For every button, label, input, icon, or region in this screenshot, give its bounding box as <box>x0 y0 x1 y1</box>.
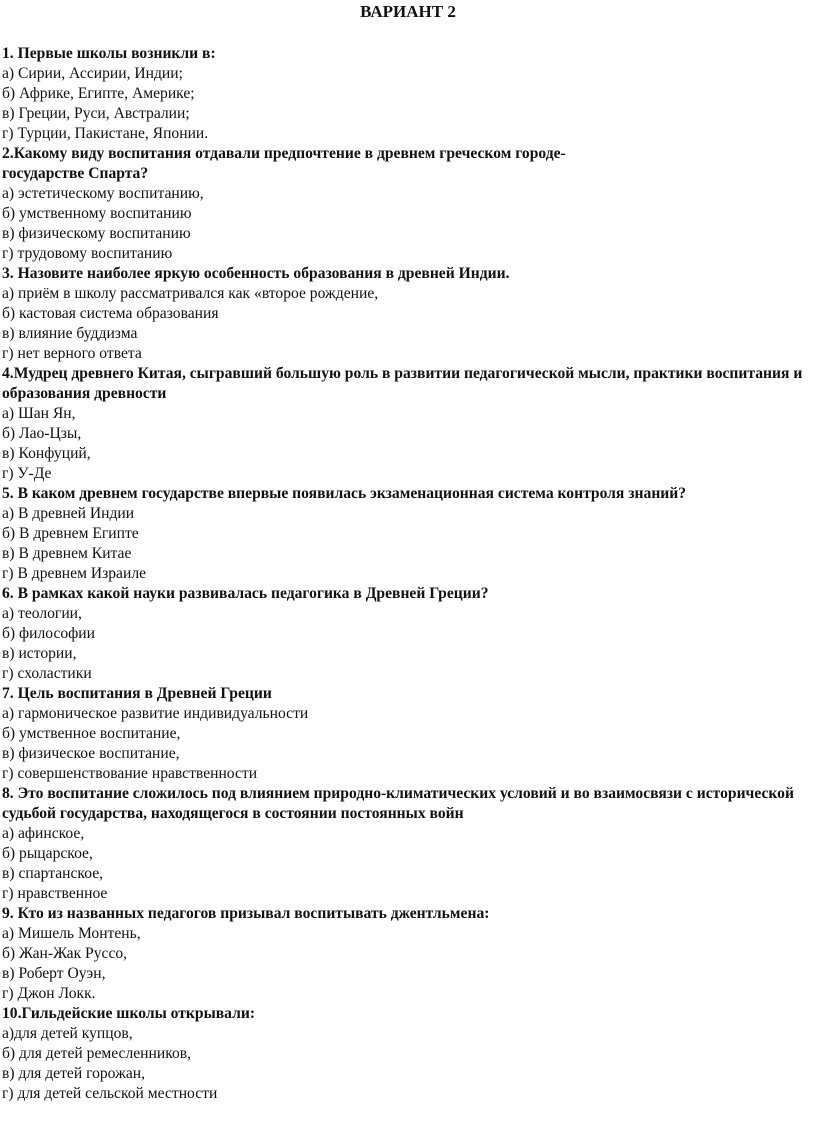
answer-option: г) схоластики <box>2 665 92 682</box>
answer-option: б) Африке, Египте, Америке; <box>2 85 195 102</box>
document-title: ВАРИАНТ 2 <box>360 2 456 21</box>
question-block <box>2 584 808 684</box>
answer-option: г) для детей сельской местности <box>2 1085 218 1102</box>
answer-option: б) кастовая система образования <box>2 305 219 322</box>
answer-option: а) афинское, <box>2 825 85 842</box>
answer-option: б) Лао-Цзы, <box>2 425 82 442</box>
answer-option: а) Шан Ян, <box>2 405 76 422</box>
answer-option: б) философии <box>2 625 95 642</box>
answer-option: в) влияние буддизма <box>2 325 138 342</box>
answer-option: б) умственное воспитание, <box>2 725 181 742</box>
answer-option: г) нет верного ответа <box>2 345 142 362</box>
answer-option: г) Турции, Пакистане, Японии. <box>2 125 209 142</box>
answer-option: а) Сирии, Ассирии, Индии; <box>2 65 183 82</box>
question-block <box>2 684 808 784</box>
answer-option: а) гармоническое развитие индивидуальности <box>2 705 309 722</box>
answer-option: в) физическое воспитание, <box>2 745 180 762</box>
question-text: 2.Какому виду воспитания отдавали предпочтение в древнем греческом городе-государстве Спарта? <box>2 145 566 182</box>
answer-option: а) эстетическому воспитанию, <box>2 185 204 202</box>
question-block <box>2 1004 808 1104</box>
answer-option: в) истории, <box>2 645 77 662</box>
question-block <box>2 784 808 904</box>
question-block <box>2 264 808 364</box>
question-text: 1. Первые школы возникли в: <box>2 45 216 62</box>
answer-option: б) умственному воспитанию <box>2 205 192 222</box>
answer-option: а) теологии, <box>2 605 82 622</box>
question-text: 10.Гильдейские школы открывали: <box>2 1005 256 1022</box>
answer-option: б) рыцарское, <box>2 845 93 862</box>
question-text: 3. Назовите наиболее яркую особенность образования в древней Индии. <box>2 265 510 282</box>
answer-option: г) У-Де <box>2 465 52 482</box>
question-text: 6. В рамках какой науки развивалась педагогика в Древней Греции? <box>2 585 489 602</box>
answer-option: г) Джон Локк. <box>2 985 96 1002</box>
question-text: 8. Это воспитание сложилось под влиянием природно-климатических условий и во взаимосвязи с исторической судьбой государства, находящегося в состоянии постоянных войн <box>2 785 794 822</box>
question-text: 4.Мудрец древнего Китая, сыгравший большую роль в развитии педагогической мысли, практики воспитания и образования древности <box>2 365 803 402</box>
question-text: 5. В каком древнем государстве впервые появилась экзаменационная система контроля знаний? <box>2 485 687 502</box>
question-block <box>2 44 808 144</box>
question-block <box>2 144 808 264</box>
answer-option: а)для детей купцов, <box>2 1025 133 1042</box>
answer-option: б) В древнем Египте <box>2 525 139 542</box>
answer-option: г) В древнем Израиле <box>2 565 147 582</box>
answer-option: в) В древнем Китае <box>2 545 132 562</box>
answer-option: а) приём в школу рассматривался как «второе рождение, <box>2 285 379 302</box>
answer-option: в) Роберт Оуэн, <box>2 965 106 982</box>
question-list <box>2 44 808 1104</box>
answer-option: г) трудовому воспитанию <box>2 245 173 262</box>
answer-option: в) для детей горожан, <box>2 1065 146 1082</box>
answer-option: в) спартанское, <box>2 865 104 882</box>
answer-option: б) Жан-Жак Руссо, <box>2 945 128 962</box>
answer-option: б) для детей ремесленников, <box>2 1045 192 1062</box>
question-text: 9. Кто из названных педагогов призывал воспитывать джентльмена: <box>2 905 490 922</box>
answer-option: в) Греции, Руси, Австралии; <box>2 105 190 122</box>
answer-option: г) совершенствование нравственности <box>2 765 258 782</box>
answer-option: а) В древней Индии <box>2 505 135 522</box>
question-block <box>2 364 808 484</box>
answer-option: в) Конфуций, <box>2 445 91 462</box>
answer-option: а) Мишель Монтень, <box>2 925 141 942</box>
question-block <box>2 904 808 1004</box>
answer-option: в) физическому воспитанию <box>2 225 191 242</box>
question-text: 7. Цель воспитания в Древней Греции <box>2 685 272 702</box>
question-block <box>2 484 808 584</box>
answer-option: г) нравственное <box>2 885 108 902</box>
